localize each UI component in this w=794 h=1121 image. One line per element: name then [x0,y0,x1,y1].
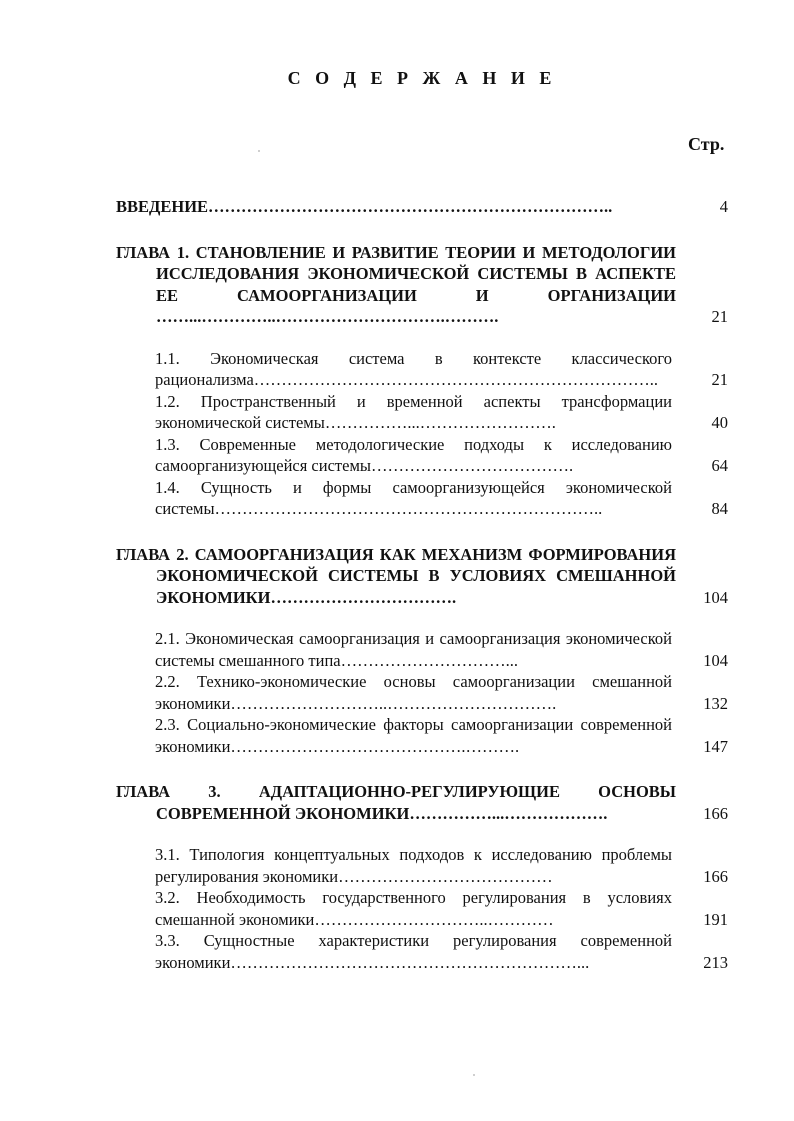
toc-entry-chapter-3[interactable] [116,781,728,824]
chapter-title: ГЛАВА 3. АДАПТАЦИОННО-РЕГУЛИРУЮЩИЕ ОСНОВЫ СОВРЕМЕННОЙ ЭКОНОМИКИ……………...………………. [116,782,676,823]
toc-entry-section-1-1[interactable] [116,348,728,391]
entry-page-number: 64 [711,456,728,475]
toc-entry-section-3-3[interactable] [116,930,728,973]
section-title: 3.2. Необходимость государственного регулирования в условиях смешанной экономики…………………………..………… [155,888,672,929]
section-title: 1.4. Сущность и формы самоорганизующейся экономической системы…………………………………………………………….. [155,477,672,518]
entry-page-number: 166 [703,803,728,823]
entry-page-number: 21 [711,307,728,326]
section-title: 3.3. Сущностные характеристики регулирования современной экономики………………………………………………………... [155,931,672,972]
toc-entry-chapter-2[interactable] [116,544,728,609]
toc-entry-section-2-1[interactable] [116,628,728,671]
page-column-label: Стр. [688,134,725,154]
entry-page-number: 84 [711,499,728,518]
section-title: 2.2. Технико-экономические основы самоорганизации смешанной экономики………………………..…………………………. [155,672,672,713]
toc-entry-section-1-2[interactable] [116,391,728,434]
toc-entry-section-3-2[interactable] [116,887,728,930]
entry-page-number: 104 [703,587,728,607]
toc-entry-section-1-4[interactable] [116,477,728,520]
toc-entry-section-2-2[interactable] [116,671,728,714]
entry-title: ВВЕДЕНИЕ……………………………………………………………….. [116,197,613,216]
section-title: 1.3. Современные методологические подходы к исследованию самоорганизующейся системы………………………………. [155,434,672,475]
chapter-title: ГЛАВА 1. СТАНОВЛЕНИЕ И РАЗВИТИЕ ТЕОРИИ И МЕТОДОЛОГИИ ИССЛЕДОВАНИЯ ЭКОНОМИЧЕСКОЙ СИСТЕМЫ В АСПЕКТЕ ЕЕ САМООРГАНИЗАЦИИ И ОРГАНИЗАЦИИ ……...…………..………………………….………. [116,242,676,326]
table-of-contents [116,196,728,973]
entry-page-number: 166 [703,866,728,886]
scan-artifact [258,150,260,152]
chapter-title: ГЛАВА 2. САМООРГАНИЗАЦИЯ КАК МЕХАНИЗМ ФОРМИРОВАНИЯ ЭКОНОМИЧЕСКОЙ СИСТЕМЫ В УСЛОВИЯХ СМЕШАННОЙ ЭКОНОМИКИ……………………………. [116,544,676,607]
entry-page-number: 132 [703,693,728,713]
entry-page-number: 147 [703,736,728,756]
entry-page-number: 21 [711,370,728,389]
toc-entry-introduction[interactable] [116,196,728,218]
scan-artifact [473,1074,475,1076]
toc-entry-section-1-3[interactable] [116,434,728,477]
toc-entry-section-2-3[interactable] [116,714,728,757]
section-title: 2.1. Экономическая самоорганизация и самоорганизация экономической системы смешанного типа…………………………... [155,629,672,670]
section-title: 1.1. Экономическая система в контексте классического рационализма……………………………………………………………….. [155,348,672,389]
section-title: 1.2. Пространственный и временной аспекты трансформации экономической системы……………...……………………. [155,391,672,432]
toc-entry-chapter-1[interactable] [116,242,728,328]
entry-page-number: 213 [703,952,728,972]
entry-page-number: 40 [711,413,728,432]
toc-entry-section-3-1[interactable] [116,844,728,887]
section-title: 2.3. Социально-экономические факторы самоорганизации современной экономики…………………………………….………. [155,715,672,756]
section-title: 3.1. Типология концептуальных подходов к исследованию проблемы регулирования экономики………………………………… [155,845,672,886]
entry-page-number: 191 [703,909,728,929]
entry-page-number: 4 [719,197,728,216]
page-title: С О Д Е Р Ж А Н И Е [287,68,557,88]
entry-page-number: 104 [703,650,728,670]
